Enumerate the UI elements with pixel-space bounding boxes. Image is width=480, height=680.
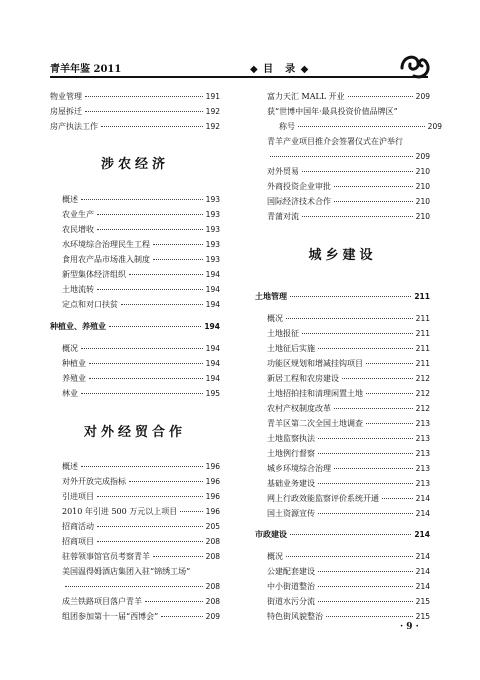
toc-entry[interactable]: 成兰铁路项目落户青羊 208 xyxy=(62,597,220,606)
toc-entry[interactable]: 对外贸易 210 xyxy=(267,167,430,176)
toc-entry[interactable]: 房屋拆迁 192 xyxy=(50,107,220,116)
toc-entry[interactable]: 概述 196 xyxy=(62,462,220,471)
chapter-heading: 城乡建设 xyxy=(308,248,377,263)
header-rule xyxy=(50,76,428,78)
toc-entry[interactable]: 土地流转 194 xyxy=(62,285,220,294)
toc-entry[interactable]: 新居工程和农房建设 212 xyxy=(267,374,430,383)
toc-entry[interactable]: 概况 194 xyxy=(62,344,220,353)
page-number: · 9 · xyxy=(400,622,419,632)
toc-entry[interactable]: 新型集体经济组织 194 xyxy=(62,270,220,279)
toc-entry[interactable]: 概况 214 xyxy=(267,552,430,561)
toc-entry[interactable]: 土地征后实施 211 xyxy=(267,344,430,353)
toc-entry-continuation[interactable]: 209 xyxy=(255,150,430,164)
toc-entry[interactable]: 概述 193 xyxy=(62,195,220,204)
chapter-heading: 对外经贸合作 xyxy=(83,425,186,440)
toc-entry[interactable]: 国际经济技术合作 210 xyxy=(267,197,430,206)
toc-entry[interactable]: 组团参加第十一届“西博会” 209 xyxy=(62,612,220,621)
toc-entry[interactable]: 2010 年引进 500 万元以上项目 196 xyxy=(62,507,220,516)
toc-entry[interactable]: 招商项目 208 xyxy=(62,537,220,546)
toc-subsection[interactable]: 市政建设 214 xyxy=(255,530,430,539)
toc-entry[interactable]: 国土资源宣传 214 xyxy=(267,509,430,518)
toc-entry[interactable]: 街道水污分流 215 xyxy=(267,597,430,606)
toc-entry[interactable]: 林业 195 xyxy=(62,389,220,398)
toc-entry[interactable]: 驻蓉领事馆官员考察青羊 208 xyxy=(62,552,220,561)
toc-entry-multiline[interactable]: 获“世博中国年·最具投资价值品牌区” xyxy=(267,107,398,116)
toc-entry[interactable]: 中小街道整治 214 xyxy=(267,582,430,591)
yearbook-title: 青羊年鉴 2011 xyxy=(50,64,122,75)
toc-entry[interactable]: 富力天汇 MALL 开业 209 xyxy=(267,92,430,101)
toc-entry[interactable]: 对外开放完成指标 196 xyxy=(62,477,220,486)
toc-entry[interactable]: 养殖业 194 xyxy=(62,374,220,383)
toc-entry[interactable]: 食用农产品市场准入制度 193 xyxy=(62,255,220,264)
toc-entry[interactable]: 农业生产 193 xyxy=(62,210,220,219)
section-title: ◆ 目 录 ◆ xyxy=(250,64,310,75)
toc-entry[interactable]: 城乡环境综合治理 213 xyxy=(267,464,430,473)
toc-entry[interactable]: 外商投资企业审批 210 xyxy=(267,182,430,191)
toc-entry[interactable]: 青羊区第二次全国土地调查 213 xyxy=(267,419,430,428)
toc-subsection[interactable]: 土地管理 211 xyxy=(255,292,430,301)
toc-entry-multiline[interactable]: 美国温得姆酒店集团入驻“锦绣工场” xyxy=(62,567,191,576)
toc-entry-continuation[interactable]: 208 xyxy=(50,580,220,594)
toc-entry[interactable]: 公建配套建设 214 xyxy=(267,567,430,576)
chapter-heading: 涉农经济 xyxy=(100,157,169,172)
toc-entry-multiline[interactable]: 青羊产业项目推介会签署仪式在沪举行 xyxy=(267,137,403,146)
toc-entry[interactable]: 农村产权制度改革 212 xyxy=(267,404,430,413)
toc-entry[interactable]: 引进项目 196 xyxy=(62,492,220,501)
toc-entry[interactable]: 种植业 194 xyxy=(62,359,220,368)
toc-entry[interactable]: 定点和对口扶贫 194 xyxy=(62,300,220,309)
toc-entry[interactable]: 土地报征 211 xyxy=(267,329,430,338)
toc-entry[interactable]: 土地招拍挂和清理闲置土地 212 xyxy=(267,389,430,398)
toc-entry[interactable]: 土地例行督察 213 xyxy=(267,449,430,458)
toc-entry[interactable]: 网上行政效能监察评价系统开通 214 xyxy=(267,494,430,503)
toc-entry[interactable]: 特色街风貌整治 215 xyxy=(267,612,430,621)
toc-entry[interactable]: 功能区规划和增减挂钩项目 211 xyxy=(267,359,430,368)
toc-entry-continuation[interactable]: 称号 209 xyxy=(279,122,442,131)
toc-entry[interactable]: 农民增收 193 xyxy=(62,225,220,234)
toc-entry[interactable]: 概况 211 xyxy=(267,314,430,323)
toc-entry[interactable]: 物业管理 191 xyxy=(50,92,220,101)
running-header xyxy=(50,60,430,76)
toc-entry[interactable]: 水环境综合治理民生工程 193 xyxy=(62,240,220,249)
toc-entry[interactable]: 招商活动 205 xyxy=(62,522,220,531)
toc-subsection[interactable]: 种植业、养殖业 194 xyxy=(50,322,220,331)
yearbook-logo-icon xyxy=(398,50,434,82)
toc-entry[interactable]: 基础业务建设 213 xyxy=(267,479,430,488)
toc-entry[interactable]: 青蒲对流 210 xyxy=(267,212,430,221)
toc-entry[interactable]: 房产执法工作 192 xyxy=(50,122,220,131)
toc-entry[interactable]: 土地监察执法 213 xyxy=(267,434,430,443)
